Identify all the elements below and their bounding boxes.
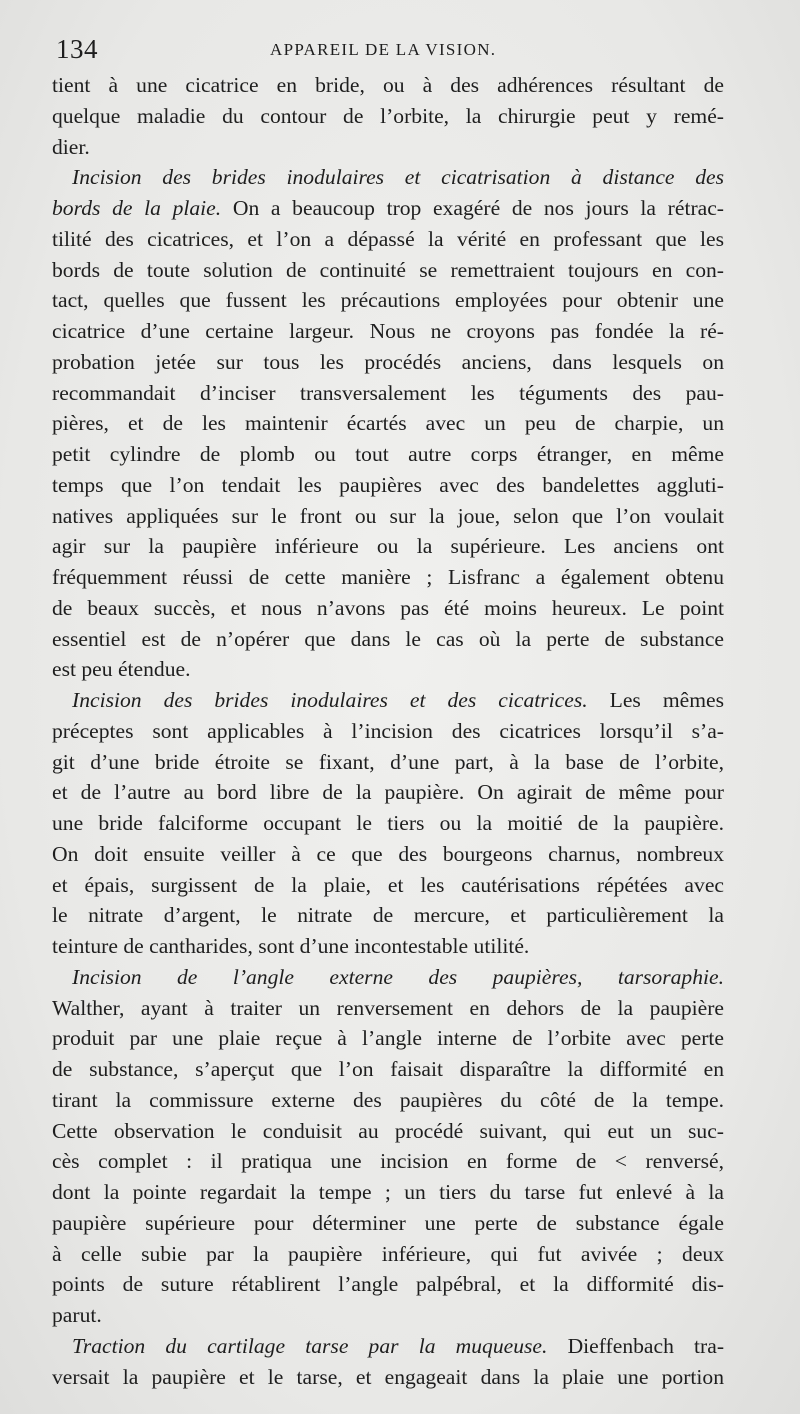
text-segment: une bride falciforme occupant le tiers ou la moitié de la paupière. — [52, 811, 724, 835]
italic-heading: Incision de l’angle externe des paupières, tarsoraphie. — [72, 964, 724, 989]
text-segment: Dieffenbach tra- — [547, 1333, 725, 1358]
text-line — [52, 70, 724, 101]
text-segment: versait la paupière et le tarse, et engageait dans la plaie une portion — [52, 1364, 724, 1389]
text-line — [52, 1085, 724, 1116]
paragraph — [52, 1331, 724, 1393]
paragraph — [52, 962, 724, 1331]
text-segment: paupière supérieure pour déterminer une perte de substance égale — [52, 1210, 724, 1235]
text-line — [52, 1362, 724, 1393]
text-segment: tilité des cicatrices, et l’on a dépassé la vérité en professant que les — [52, 226, 724, 251]
text-line — [52, 1177, 724, 1208]
text-line — [52, 654, 724, 685]
text-segment: pières, et de les maintenir écartés avec un peu de charpie, un — [52, 411, 724, 436]
text-line — [52, 993, 724, 1024]
text-line — [52, 408, 724, 439]
text-segment: de substance, s’aperçut que l’on faisait disparaître la difformité en — [52, 1057, 724, 1081]
text-line — [52, 1023, 724, 1054]
text-line — [52, 439, 724, 470]
italic-heading: Incision des brides inodulaires et des cicatrices. — [72, 688, 588, 712]
text-segment: est peu étendue. — [52, 657, 191, 682]
text-segment: à celle subie par la paupière inférieure, qui fut avivée ; deux — [52, 1241, 724, 1266]
text-line — [52, 962, 724, 993]
text-line — [52, 101, 724, 132]
page-number: 134 — [56, 34, 98, 64]
italic-heading: Traction du cartilage tarse par la muqueuse. — [72, 1333, 548, 1358]
text-line — [52, 808, 724, 839]
text-line — [52, 747, 724, 778]
text-line — [52, 777, 724, 808]
text-line — [52, 593, 724, 624]
text-segment: dier. — [52, 134, 90, 159]
paragraph — [52, 70, 724, 162]
text-line — [52, 1239, 724, 1270]
text-line — [52, 1208, 724, 1239]
text-segment: Les mêmes — [587, 688, 724, 712]
text-segment: tact, quelles que fussent les précautions employées pour obtenir une — [52, 288, 724, 313]
text-segment: petit cylindre de plomb ou tout autre corps étranger, en même — [52, 442, 724, 466]
text-line — [52, 501, 724, 532]
text-segment: probation jetée sur tous les procédés anciens, dans lesquels on — [52, 349, 724, 374]
text-line — [52, 255, 724, 286]
text-line — [52, 1054, 724, 1085]
text-segment: le nitrate d’argent, le nitrate de mercure, et particulièrement la — [52, 903, 724, 928]
text-segment: produit par une plaie reçue à l’angle interne de l’orbite avec perte — [52, 1026, 724, 1051]
text-segment: Cette observation le conduisit au procédé suivant, qui eut un suc- — [52, 1118, 724, 1143]
text-segment: On doit ensuite veiller à ce que des bourgeons charnus, nombreux — [52, 841, 724, 866]
text-line — [52, 347, 724, 378]
text-line — [52, 378, 724, 409]
text-segment: agir sur la paupière inférieure ou la supérieure. Les anciens ont — [52, 534, 724, 559]
text-segment: On a beaucoup trop exagéré de nos jours la rétrac- — [221, 196, 724, 220]
text-segment: et de l’autre au bord libre de la paupière. On agirait de même pour — [52, 780, 724, 805]
text-segment: teinture de cantharides, sont d’une incontestable utilité. — [52, 934, 530, 958]
text-line — [52, 1116, 724, 1147]
text-line — [52, 224, 724, 255]
text-segment: cicatrice d’une certaine largeur. Nous ne croyons pas fondée la ré- — [52, 319, 724, 343]
text-segment: et épais, surgissent de la plaie, et les cautérisations répétées avec — [52, 872, 724, 897]
text-line — [52, 470, 724, 501]
text-segment: parut. — [52, 1303, 102, 1327]
text-segment: préceptes sont applicables à l’incision des cicatrices lorsqu’il s’a- — [52, 718, 724, 743]
text-line — [52, 900, 724, 931]
text-segment: bords de toute solution de continuité se remettraient toujours en con- — [52, 257, 724, 282]
text-line — [52, 316, 724, 347]
text-line — [52, 162, 724, 193]
text-segment: dont la pointe regardait la tempe ; un tiers du tarse fut enlevé à la — [52, 1180, 724, 1204]
text-segment: tient à une cicatrice en bride, ou à des adhérences résultant de — [52, 73, 724, 97]
text-line — [52, 132, 724, 163]
running-head: APPAREIL DE LA VISION. — [270, 40, 497, 59]
text-segment: quelque maladie du contour de l’orbite, la chirurgie peut y remé- — [52, 103, 724, 128]
text-line — [52, 931, 724, 962]
text-segment: points de suture rétablirent l’angle palpébral, et la difformité dis- — [52, 1272, 724, 1297]
text-line — [52, 285, 724, 316]
page-header — [56, 34, 722, 66]
text-line — [52, 1331, 724, 1362]
text-segment: fréquemment réussi de cette manière ; Lisfranc a également obtenu — [52, 565, 724, 589]
paragraph — [52, 162, 724, 685]
text-line — [52, 870, 724, 901]
text-line — [52, 1269, 724, 1300]
text-line — [52, 531, 724, 562]
text-line — [52, 716, 724, 747]
text-line — [52, 624, 724, 655]
text-line — [52, 685, 724, 716]
paragraph — [52, 685, 724, 962]
text-segment: de beaux succès, et nous n’avons pas été moins heureux. Le point — [52, 595, 724, 620]
text-segment: natives appliquées sur le front ou sur la joue, selon que l’on voulait — [52, 503, 724, 528]
text-line — [52, 839, 724, 870]
text-segment: temps que l’on tendait les paupières avec des bandelettes aggluti- — [52, 472, 724, 497]
text-line — [52, 1300, 724, 1331]
body-text — [52, 70, 724, 1392]
text-line — [52, 562, 724, 593]
text-line — [52, 1146, 724, 1177]
text-segment: recommandait d’inciser transversalement les téguments des pau- — [52, 380, 724, 405]
text-segment: cès complet : il pratiqua une incision en forme de < renversé, — [52, 1149, 724, 1174]
italic-heading: bords de la plaie. — [52, 196, 222, 220]
text-segment: tirant la commissure externe des paupières du côté de la tempe. — [52, 1087, 724, 1112]
text-segment: git d’une bride étroite se fixant, d’une part, à la base de l’orbite, — [52, 749, 724, 774]
text-segment: essentiel est de n’opérer que dans le cas où la perte de substance — [52, 626, 724, 651]
text-segment: Walther, ayant à traiter un renversement en dehors de la paupière — [52, 995, 724, 1020]
text-line — [52, 193, 724, 224]
italic-heading: Incision des brides inodulaires et cicatrisation à distance des — [72, 165, 724, 190]
